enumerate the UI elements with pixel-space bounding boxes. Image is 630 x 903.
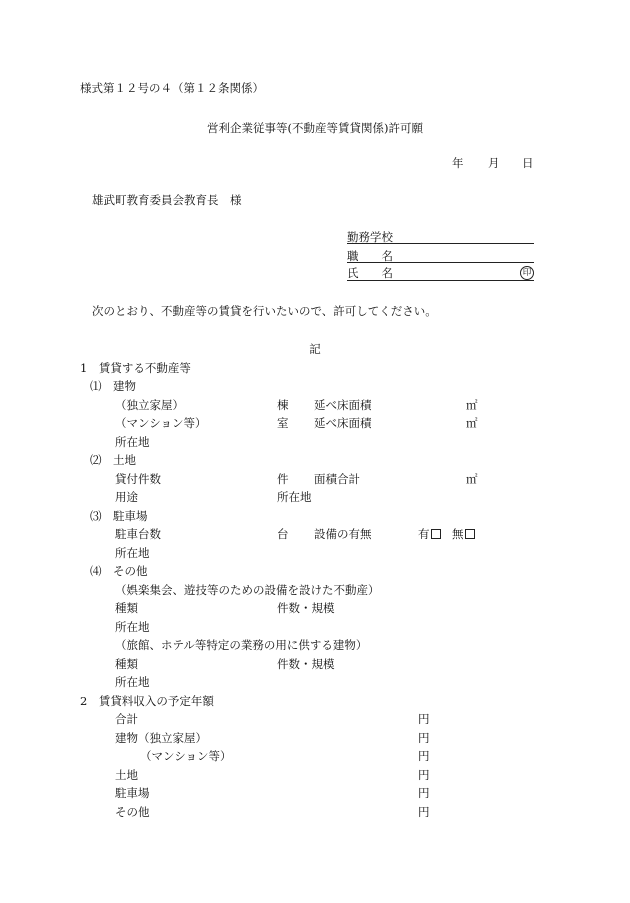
income-mansion-label: （マンション等） [140,749,232,763]
facility-no-checkbox[interactable] [465,529,475,539]
sqm-unit: ㎡ [466,398,478,412]
parking-count: 駐車台数 [115,527,161,541]
parking-location: 所在地 [115,546,150,560]
unit-ken: 件 [277,472,289,486]
income-parking-label: 駐車場 [115,786,150,800]
item-4-other: ⑷ その他 [90,564,148,578]
building-location: 所在地 [115,435,150,449]
other-b-location: 所在地 [115,675,150,689]
floor-area-label: 延べ床面積 [314,416,372,430]
facility-no-option[interactable] [452,527,475,541]
yen-unit: 円 [418,749,430,763]
addressee: 雄武町教育委員会教育長 様 [92,193,242,207]
yen-unit: 円 [418,786,430,800]
unit-mune: 棟 [277,398,289,412]
sqm-unit: ㎡ [466,472,478,486]
unit-shitsu: 室 [277,416,289,430]
applicant-school-label: 勤務学校 [347,230,393,244]
yen-unit: 円 [418,805,430,819]
page-title: 営利企業従事等(不動産等賃貸関係)許可願 [207,121,423,135]
facility-yes-checkbox[interactable] [431,529,441,539]
request-text: 次のとおり、不動産等の賃貸を行いたいので、許可してください。 [92,304,437,318]
section-2-title: 2 賃貸料収入の予定年額 [80,694,214,708]
income-building-label: 建物（独立家屋） [115,731,207,745]
other-a-location: 所在地 [115,620,150,634]
item-2-land: ⑵ 土地 [90,453,136,467]
seal-mark: 印 [520,266,534,280]
school-underline [347,243,534,244]
other-b-description: （旅館、ホテル等特定の業務の用に供する建物） [115,638,368,652]
building-detached: （独立家屋） [115,398,184,412]
yen-unit: 円 [418,731,430,745]
other-b-kind: 種類 [115,657,138,671]
name-underline [347,280,534,281]
date-year: 年 [452,156,464,170]
date-month: 月 [488,156,500,170]
income-other-label: その他 [115,805,150,819]
facility-no-label: 無 [452,527,464,541]
other-b-count: 件数・規模 [277,657,335,671]
facility-yes-option[interactable] [418,527,441,541]
land-use: 用途 [115,490,138,504]
sqm-unit: ㎡ [466,416,478,430]
floor-area-label: 延べ床面積 [314,398,372,412]
income-land-label: 土地 [115,768,138,782]
income-total-label: 合計 [115,712,138,726]
land-count: 貸付件数 [115,472,161,486]
other-a-description: （娯楽集会、遊技等のための設備を設けた不動産） [115,583,380,597]
applicant-name-label: 氏 名 [347,266,393,280]
item-3-parking: ⑶ 駐車場 [90,509,148,523]
land-location: 所在地 [277,490,312,504]
applicant-position-label: 職 名 [347,249,393,263]
position-underline [347,262,534,263]
unit-dai: 台 [277,527,289,541]
form-number: 様式第１２号の４（第１２条関係） [80,81,264,95]
other-a-kind: 種類 [115,601,138,615]
ki-heading: 記 [309,342,321,356]
facility-label: 設備の有無 [314,527,372,541]
facility-yes-label: 有 [418,527,430,541]
section-1-title: 1 賃貸する不動産等 [80,361,191,375]
area-total-label: 面積合計 [314,472,360,486]
other-a-count: 件数・規模 [277,601,335,615]
date-day: 日 [522,156,534,170]
item-1-building: ⑴ 建物 [90,379,136,393]
yen-unit: 円 [418,712,430,726]
yen-unit: 円 [418,768,430,782]
building-mansion: （マンション等） [115,416,207,430]
